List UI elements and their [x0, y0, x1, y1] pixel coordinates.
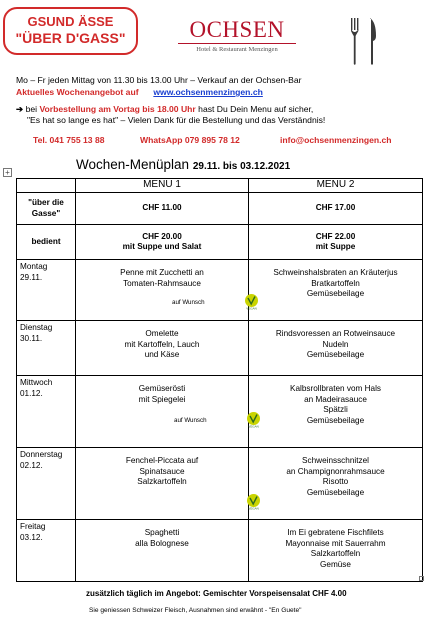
auf-wunsch-note: auf Wunsch: [172, 299, 205, 306]
table-row: [17, 321, 423, 376]
menu2-cell: [249, 260, 423, 321]
day-cell: [17, 448, 76, 520]
vegan-icon: [246, 411, 261, 428]
vegan-label: VEGAN: [248, 424, 259, 428]
website-link[interactable]: www.ochsenmenzingen.ch: [153, 87, 263, 97]
row-label-gasse: "über die Gasse": [17, 193, 76, 225]
gsund-aesse-badge: [3, 7, 138, 55]
dish-line: Gemüsebeilage: [306, 487, 365, 497]
menu2-cell: [249, 520, 423, 582]
day-name: Montag: [20, 262, 48, 271]
dish-line: Penne mit Zucchetti an: [120, 268, 204, 277]
dish-line: Gemüsebeilage: [306, 415, 365, 425]
title-main: Wochen-Menüplan: [76, 157, 190, 172]
dish-line: mit Kartoffeln, Lauch: [124, 339, 200, 349]
dish-line: Mayonnaise mit Sauerrahm: [285, 538, 386, 548]
table-row: [17, 448, 423, 520]
day-name: Mittwoch: [20, 378, 53, 387]
table-row: [17, 376, 423, 448]
ochsen-logo: [172, 18, 302, 58]
dish-line: Schweinsschnitzel: [302, 456, 369, 465]
price-bedient-menu2-note: mit Suppe: [315, 242, 356, 251]
weekly-offer-line: [16, 87, 263, 98]
dish-line: Kalbsrollbraten vom Hals: [289, 384, 381, 393]
preorder-note: "Es hat so lange es hat" – Vielen Dank für die Bestellung und das Verständnis!: [27, 115, 326, 125]
day-date: 02.12.: [20, 460, 43, 470]
logo-name: OCHSEN: [189, 17, 285, 42]
dish-line: Gemüsebeilage: [306, 350, 365, 359]
weekly-offer-label: Aktuelles Wochenangebot auf: [16, 87, 139, 97]
menu1-cell: [76, 260, 257, 321]
vegan-label: VEGAN: [246, 306, 257, 310]
dish-line: Gemüse: [320, 559, 351, 569]
table-resize-handle[interactable]: [419, 576, 424, 581]
header-menu1: MENU 1: [76, 179, 249, 193]
menu1-cell: [76, 321, 249, 376]
dish-line: an Madeirasauce: [304, 394, 367, 404]
menu2-cell: [249, 321, 423, 376]
price-bedient-menu2: [249, 225, 423, 260]
dish-line: Tomaten-Rahmsauce: [123, 278, 201, 288]
dish-line: Fenchel-Piccata auf: [125, 456, 199, 465]
table-row: [17, 520, 423, 582]
vegan-icon: [244, 293, 259, 310]
fork-knife-icon: [348, 16, 380, 66]
meat-origin-note: Sie geniessen Schweizer Fleisch, Ausnahmen sind erwähnt - "En Guete": [89, 607, 302, 614]
logo-rule: [178, 43, 296, 44]
dish-line: Gemüsebeilage: [306, 289, 365, 298]
preorder-prefix: bei: [25, 104, 40, 114]
day-cell: [17, 321, 76, 376]
dish-line: Salzkartoffeln: [310, 549, 361, 558]
menu1-cell: [76, 520, 249, 582]
menu-table: [16, 178, 423, 582]
day-name: Dienstag: [20, 323, 53, 332]
dish-line: und Käse: [144, 350, 180, 359]
vegan-label: VEGAN: [248, 506, 259, 510]
header-menu2: MENU 2: [249, 179, 423, 193]
dish-line: Spaghetti: [144, 528, 180, 537]
dish-line: alla Bolognese: [135, 538, 189, 548]
menu1-cell: [76, 376, 259, 448]
dish-line: Bratkartoffeln: [311, 278, 360, 288]
vegan-icon: [246, 493, 261, 510]
day-date: 30.11.: [20, 333, 43, 343]
table-move-handle-icon[interactable]: +: [3, 168, 12, 177]
day-cell: [17, 376, 76, 448]
table-row: [17, 260, 423, 321]
price-gasse-menu1: CHF 11.00: [76, 193, 249, 225]
dish-line: Schweinshalsbraten an Kräuterjus: [273, 268, 398, 277]
opening-hours: Mo – Fr jeden Mittag von 11.30 bis 13.00 Uhr – Verkauf an der Ochsen-Bar: [16, 75, 302, 85]
day-date: 03.12.: [20, 532, 43, 542]
price-bedient-menu1: [76, 225, 249, 260]
dish-line: an Champignonrahmsauce: [286, 466, 385, 476]
badge-line1: GSUND ÄSSE: [27, 14, 114, 29]
day-date: 29.11.: [20, 272, 43, 282]
header-empty: [17, 179, 76, 193]
email-address[interactable]: info@ochsenmenzingen.ch: [280, 135, 392, 145]
price-bedient-menu1-amount: CHF 20.00: [142, 231, 182, 241]
menu2-cell: [249, 376, 423, 448]
dish-line: Im Ei gebratene Fischfilets: [287, 528, 384, 537]
arrow-right-icon: ➔: [16, 104, 24, 114]
badge-line2: "ÜBER D'GASS": [15, 30, 126, 46]
dish-line: Rindsvoressen an Rotweinsauce: [275, 329, 396, 338]
preorder-suffix: hast Du Dein Menu auf sicher,: [195, 104, 314, 114]
day-name: Donnerstag: [20, 450, 63, 459]
preorder-line: [16, 104, 313, 115]
whatsapp-number[interactable]: WhatsApp 079 895 78 12: [140, 135, 240, 145]
auf-wunsch-note: auf Wunsch: [174, 417, 207, 424]
day-cell: [17, 260, 76, 321]
dish-line: Spinatsauce: [139, 466, 185, 476]
dish-line: Spätzli: [323, 405, 348, 414]
day-cell: [17, 520, 76, 582]
dish-line: mit Spiegelei: [138, 394, 186, 404]
price-bedient-menu2-amount: CHF 22.00: [315, 231, 356, 241]
salad-offer: zusätzlich täglich im Angebot: Gemischter Vorspeisensalat CHF 4.00: [86, 589, 347, 598]
menu1-cell: [76, 448, 259, 520]
page-title: [76, 157, 290, 172]
title-dates: 29.11. bis 03.12.2021: [192, 161, 291, 172]
price-gasse-menu2: CHF 17.00: [249, 193, 423, 225]
dish-line: Omelette: [145, 329, 179, 338]
day-date: 01.12.: [20, 388, 43, 398]
preorder-deadline: Vorbestellung am Vortag bis 18.00 Uhr: [39, 104, 196, 114]
dish-line: Risotto: [322, 477, 349, 486]
price-bedient-menu1-note: mit Suppe und Salat: [122, 242, 202, 251]
dish-line: Nudeln: [322, 339, 349, 349]
day-name: Freitag: [20, 522, 46, 531]
dish-line: Salzkartoffeln: [137, 477, 187, 486]
dish-line: Gemüserösti: [138, 384, 186, 393]
logo-subtitle: Hotel & Restaurant Menzingen: [196, 46, 278, 53]
phone-number[interactable]: Tel. 041 755 13 88: [33, 135, 105, 145]
menu2-cell: [249, 448, 423, 520]
row-label-bedient: bedient: [17, 225, 76, 260]
